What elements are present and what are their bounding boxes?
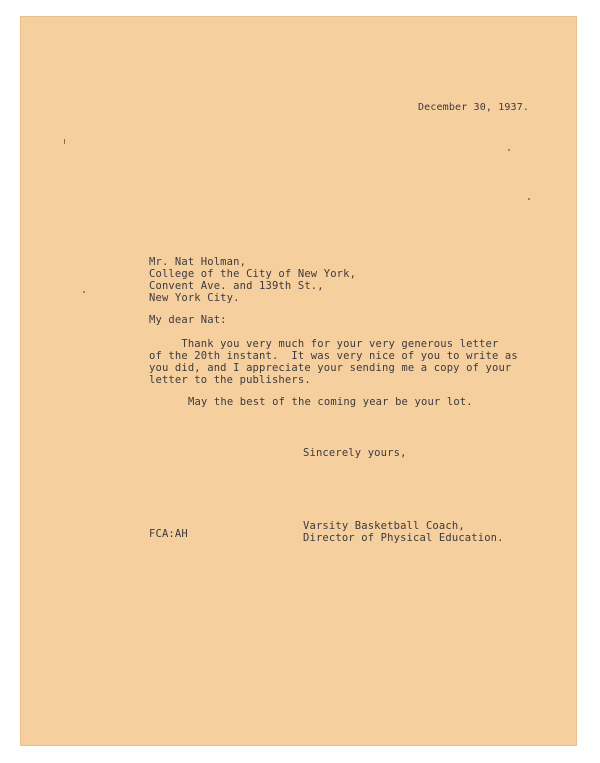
- salutation: My dear Nat:: [149, 314, 227, 326]
- body-line: letter to the publishers.: [149, 374, 311, 386]
- paper-speck: [528, 198, 530, 200]
- complimentary-close: Sincerely yours,: [303, 447, 407, 459]
- recipient-line: New York City.: [149, 292, 240, 304]
- paper-speck: [64, 139, 65, 144]
- closing-line: May the best of the coming year be your lot.: [188, 396, 473, 408]
- paper-speck: [83, 291, 85, 293]
- signature-title: Varsity Basketball Coach,: [303, 520, 465, 532]
- body-line: you did, and I appreciate your sending me a copy of your: [149, 362, 512, 374]
- signature-title: Director of Physical Education.: [303, 532, 504, 544]
- recipient-line: College of the City of New York,: [149, 268, 357, 280]
- recipient-address: [149, 256, 356, 304]
- letter-body: [149, 338, 518, 386]
- recipient-line: Mr. Nat Holman,: [149, 256, 247, 268]
- letter-page: [20, 16, 577, 746]
- letter-date: December 30, 1937.: [418, 102, 530, 113]
- recipient-line: Convent Ave. and 139th St.,: [149, 280, 324, 292]
- paper-speck: [508, 149, 510, 151]
- body-line: Thank you very much for your very generous letter: [149, 338, 499, 350]
- body-line: of the 20th instant. It was very nice of you to write as: [149, 350, 518, 362]
- signature-block: [303, 520, 504, 544]
- reference-initials: FCA:AH: [149, 528, 188, 540]
